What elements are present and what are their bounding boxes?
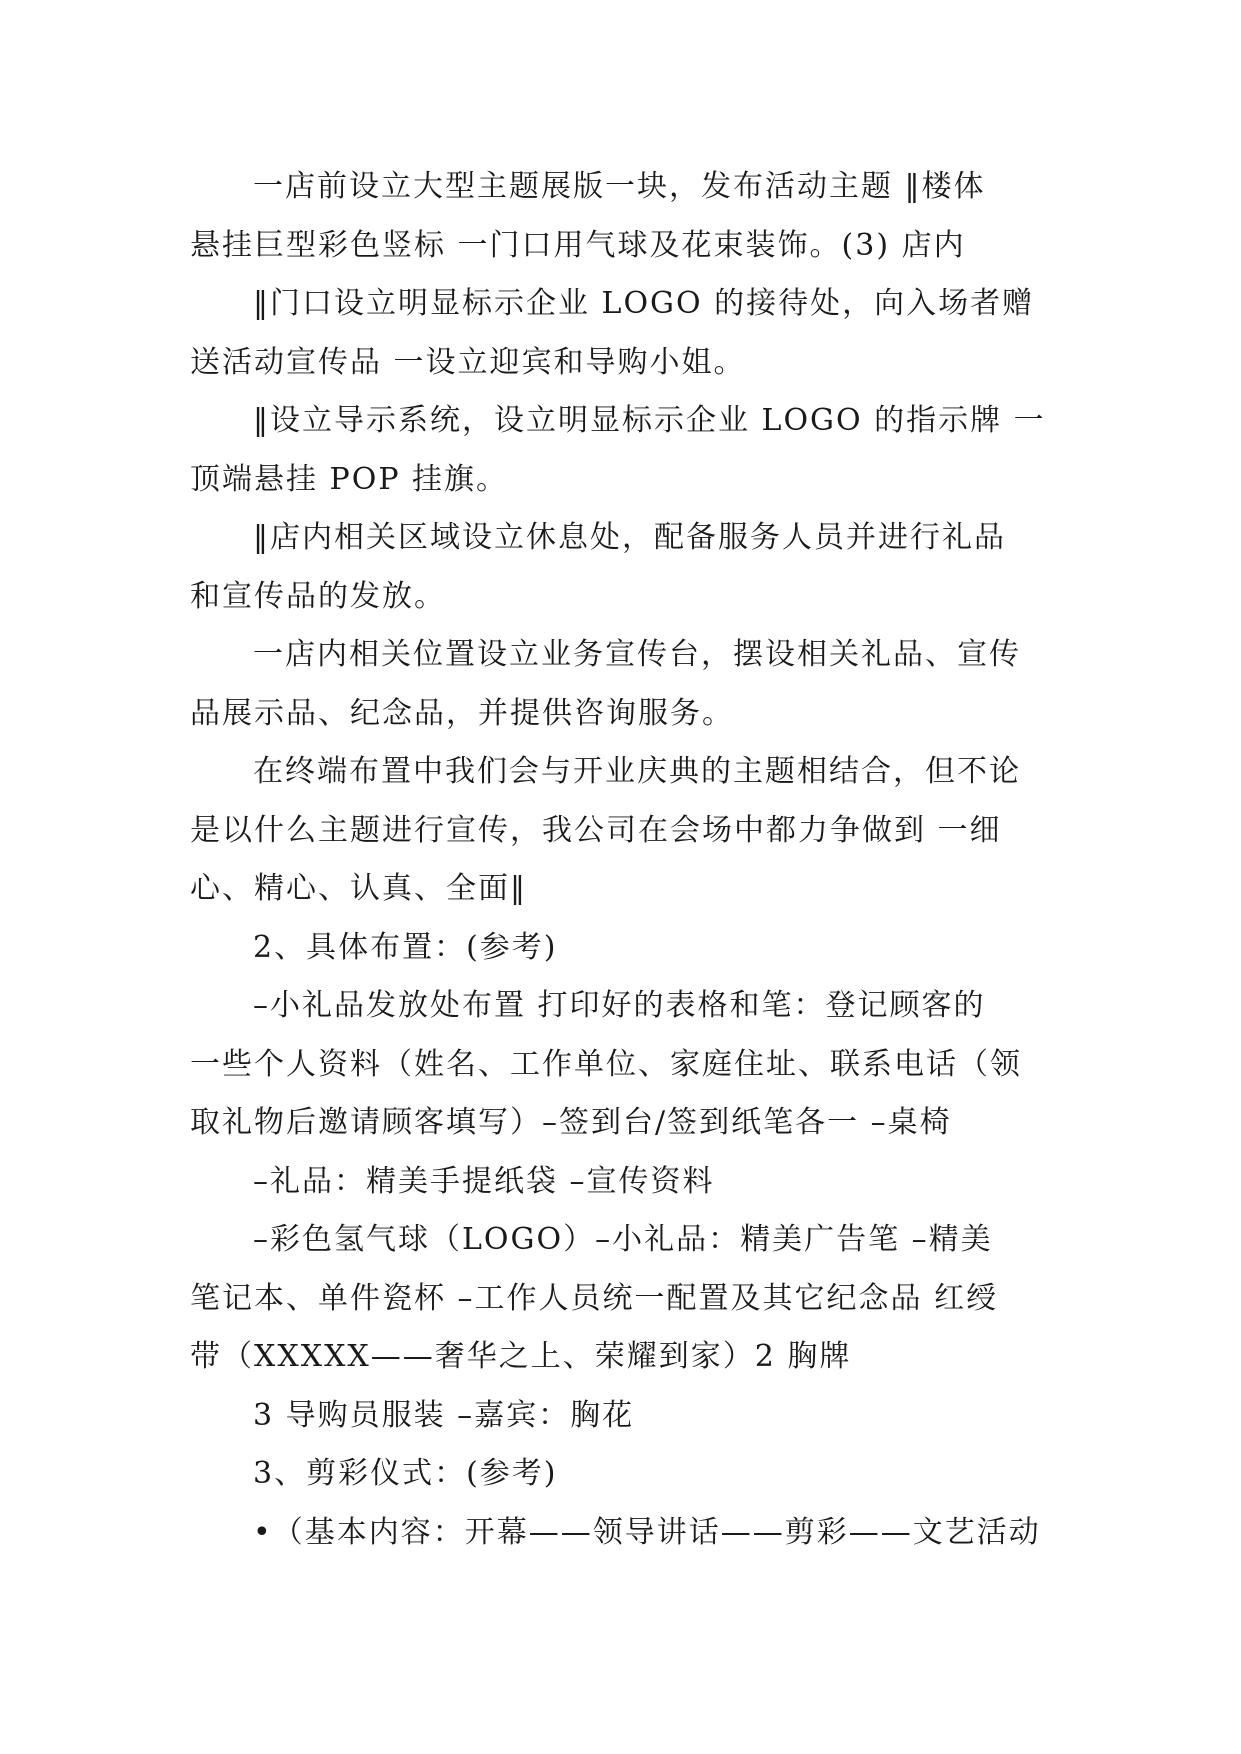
section-heading: 2、具体布置：(参考) xyxy=(253,929,558,965)
text-line: –小礼品发放处布置 打印好的表格和笔：登记顾客的 xyxy=(253,988,986,1023)
section-heading-specific-layout xyxy=(190,919,1050,978)
paragraph-signage-system xyxy=(190,392,1050,509)
text-line: ‖设立导示系统，设立明显标示企业 LOGO 的指示牌 一 xyxy=(253,403,1046,438)
text-line: 带（XXXXX——奢华之上、荣耀到家）2 胸牌 xyxy=(190,1339,852,1374)
text-line: ‖门口设立明显标示企业 LOGO 的接待处，向入场者赠 xyxy=(253,286,1035,321)
paragraph-rest-area xyxy=(190,509,1050,626)
text-line: 笔记本、单件瓷杯 –工作人员统一配置及其它纪念品 红绶 xyxy=(190,1280,999,1316)
text-line: ‖店内相关区域设立休息处，配备服务人员并进行礼品 xyxy=(253,520,1006,555)
paragraph-gift-station xyxy=(190,977,1050,1153)
document-body xyxy=(190,158,1050,1562)
text-line: 和宣传品的发放。 xyxy=(190,578,446,614)
text-line: 送活动宣传品 一设立迎宾和导购小姐。 xyxy=(190,344,746,380)
text-line: –礼品：精美手提纸袋 –宣传资料 xyxy=(253,1163,715,1199)
text-line: 一些个人资料（姓名、工作单位、家庭住址、联系电话（领 xyxy=(190,1046,1022,1082)
text-line: 一店内相关位置设立业务宣传台，摆设相关礼品、宣传 xyxy=(253,637,1021,672)
text-line: 品展示品、纪念品，并提供咨询服务。 xyxy=(190,695,734,731)
text-line: 一店前设立大型主题展版一块，发布活动主题 ‖楼体 xyxy=(253,169,986,204)
paragraph-ceremony-outline xyxy=(190,1504,1050,1563)
text-line: 是以什么主题进行宣传，我公司在会场中都力争做到 一细 xyxy=(190,812,1002,848)
text-line: 顶端悬挂 POP 挂旗。 xyxy=(190,461,509,497)
text-line: –彩色氢气球（LOGO）–小礼品：精美广告笔 –精美 xyxy=(253,1222,993,1257)
paragraph-theme-integration xyxy=(190,743,1050,919)
text-line: 心、精心、认真、全面‖ xyxy=(190,871,527,906)
paragraph-reception-desk xyxy=(190,275,1050,392)
text-line: 3 导购员服装 –嘉宾：胸花 xyxy=(253,1397,635,1433)
paragraph-promotion-desk xyxy=(190,626,1050,743)
text-line: •（基本内容：开幕——领导讲话——剪彩——文艺活动 xyxy=(253,1514,1041,1550)
paragraph-gifts xyxy=(190,1153,1050,1212)
text-line: 在终端布置中我们会与开业庆典的主题相结合，但不论 xyxy=(253,754,1021,789)
section-heading-ribbon-cutting xyxy=(190,1445,1050,1504)
paragraph-uniform-and-corsage xyxy=(190,1387,1050,1446)
paragraph-balloons-and-souvenirs xyxy=(190,1211,1050,1387)
text-line: 取礼物后邀请顾客填写）–签到台/签到纸笔各一 –桌椅 xyxy=(190,1105,952,1140)
paragraph-store-front-decoration xyxy=(190,158,1050,275)
section-heading: 3、剪彩仪式：(参考) xyxy=(253,1456,558,1491)
text-line: 悬挂巨型彩色竖标 一门口用气球及花束装饰。(3) 店内 xyxy=(190,227,966,263)
